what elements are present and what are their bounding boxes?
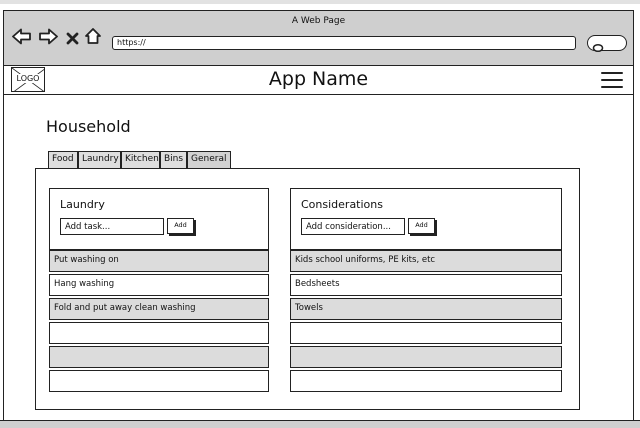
app-header	[3, 65, 634, 95]
laundry-task-row[interactable]: Fold and put away clean washing	[49, 298, 269, 320]
screen-top-edge	[0, 0, 640, 4]
consideration-row[interactable]: Bedsheets	[290, 274, 562, 296]
tab-general[interactable]: General	[187, 151, 231, 168]
considerations-card	[290, 188, 562, 250]
back-arrow-icon[interactable]	[12, 28, 32, 49]
laundry-task-row[interactable]	[49, 346, 269, 368]
consideration-row[interactable]	[290, 322, 562, 344]
close-icon[interactable]	[66, 30, 79, 49]
tab-bins[interactable]: Bins	[160, 151, 187, 168]
page-title: Household	[46, 117, 131, 136]
consideration-row[interactable]: Kids school uniforms, PE kits, etc	[290, 250, 562, 272]
laundry-title: Laundry	[60, 198, 105, 211]
laundry-task-row[interactable]	[49, 322, 269, 344]
considerations-title: Considerations	[301, 198, 383, 211]
add-task-input[interactable]	[60, 218, 164, 235]
laundry-card	[49, 188, 269, 250]
forward-arrow-icon[interactable]	[38, 28, 58, 49]
home-icon[interactable]	[84, 27, 102, 49]
browser-search-field[interactable]	[587, 35, 627, 51]
consideration-row[interactable]	[290, 346, 562, 368]
browser-chrome	[3, 10, 634, 66]
logo-text: LOGO	[16, 74, 40, 83]
tab-laundry[interactable]: Laundry	[78, 151, 121, 168]
laundry-task-row[interactable]: Hang washing	[49, 274, 269, 296]
app-title: App Name	[268, 68, 369, 90]
horizontal-scrollbar[interactable]	[0, 420, 640, 428]
search-icon	[592, 38, 604, 57]
hamburger-menu-icon[interactable]	[601, 71, 623, 93]
consideration-row[interactable]	[290, 370, 562, 392]
url-input[interactable]: https://	[112, 36, 576, 50]
add-consideration-button[interactable]: Add	[408, 218, 435, 234]
add-consideration-input[interactable]	[301, 218, 405, 235]
window-title: A Web Page	[291, 16, 346, 26]
tab-food[interactable]: Food	[48, 151, 78, 168]
laundry-task-row[interactable]	[49, 370, 269, 392]
tab-kitchen[interactable]: Kitchen	[121, 151, 160, 168]
consideration-row[interactable]: Towels	[290, 298, 562, 320]
add-task-button[interactable]: Add	[167, 218, 194, 234]
laundry-task-row[interactable]: Put washing on	[49, 250, 269, 272]
